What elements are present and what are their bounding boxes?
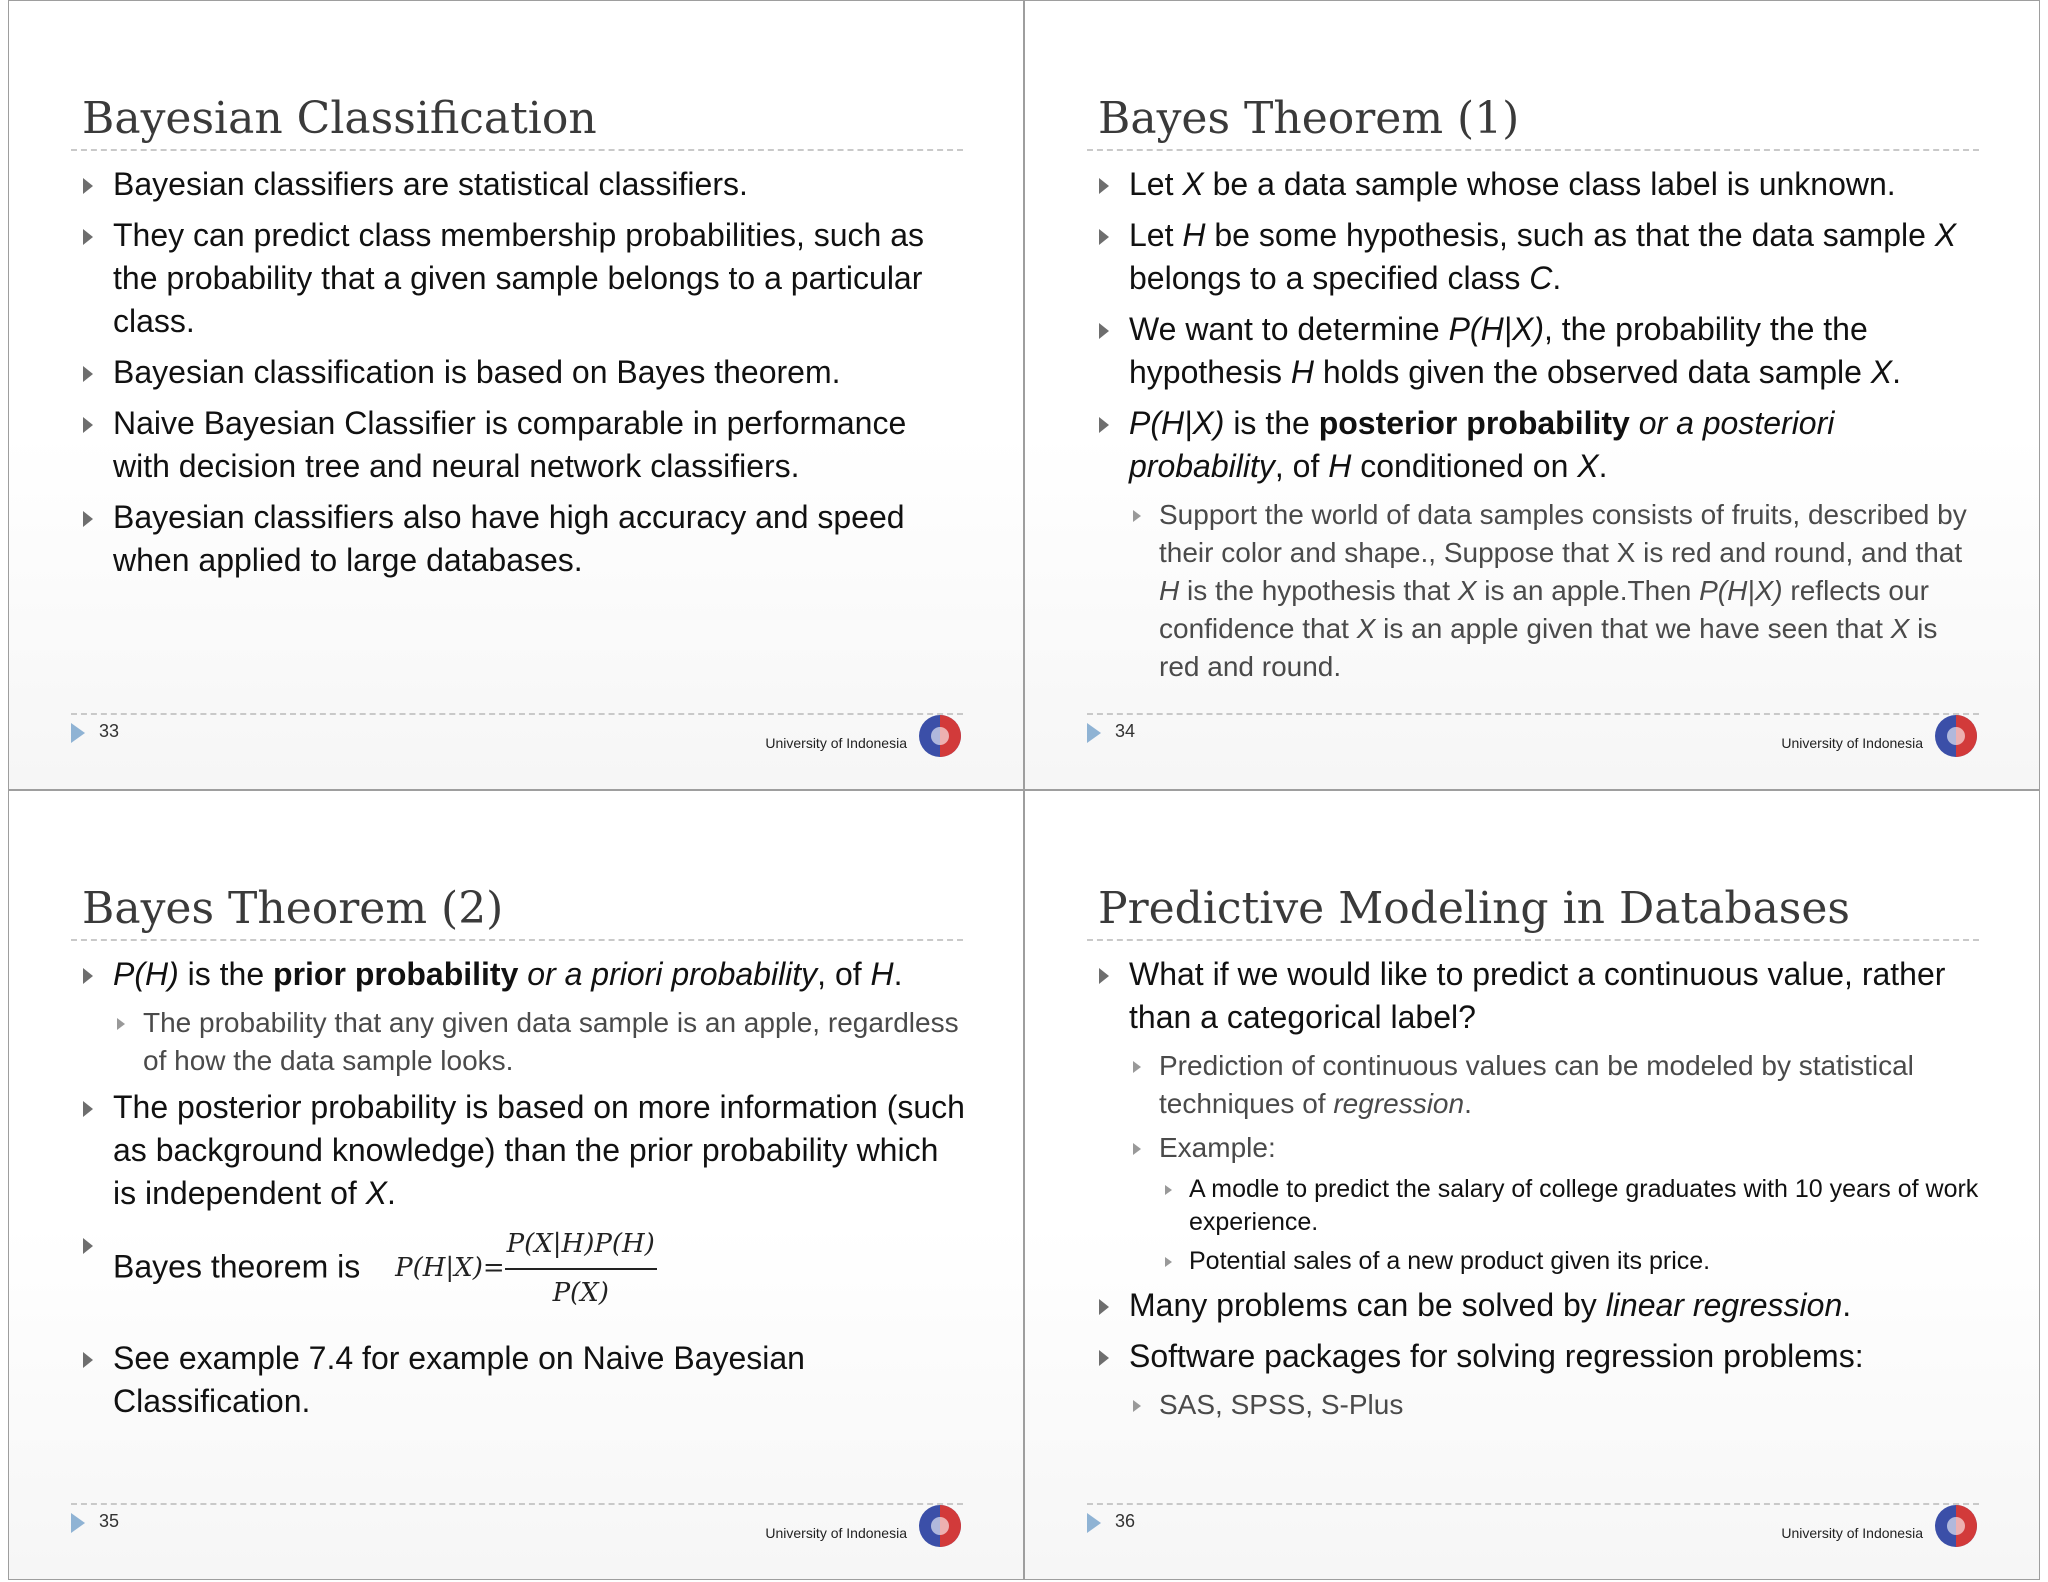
bullet: Bayes theorem is P(H|X)= $\frac{P(X|H)P(H)}{P(X)}$ <box>71 1223 965 1315</box>
bullet: P(H|X) is the posterior probability or a posteriori probability, of H conditioned on X. <box>1087 402 1981 488</box>
footer-university: University of Indonesia <box>765 1525 907 1541</box>
page-number: 35 <box>99 1511 120 1531</box>
page-number: 33 <box>99 721 120 741</box>
sub-bullet: Prediction of continuous values can be modeled by statistical techniques of regression. <box>1087 1047 1981 1123</box>
footer-divider <box>1087 713 1979 715</box>
sub-bullet: SAS, SPSS, S-Plus <box>1087 1386 1981 1424</box>
bullet: We want to determine P(H|X), the probability the the hypothesis H holds given the observed data sample X. <box>1087 308 1981 394</box>
sub-sub-bullet: Potential sales of a new product given its price. <box>1087 1245 1981 1278</box>
slide-title: Bayesian Classification <box>82 93 597 144</box>
footer-university: University of Indonesia <box>765 735 907 751</box>
bullet: They can predict class membership probabilities, such as the probability that a given sample belongs to a particular class. <box>71 214 965 343</box>
slide-33 <box>8 0 1024 790</box>
bullet: P(H) is the prior probability or a priori probability, of H. <box>71 953 965 996</box>
slide-content <box>1087 163 1981 692</box>
title-divider <box>71 149 963 151</box>
slide-content <box>71 953 965 1431</box>
university-logo-icon <box>917 1503 963 1549</box>
slide-34 <box>1024 0 2040 790</box>
title-divider <box>71 939 963 941</box>
footer-triangle-icon <box>1087 723 1101 743</box>
bullet: Bayesian classification is based on Bayes theorem. <box>71 351 965 394</box>
bullet: Naive Bayesian Classifier is comparable in performance with decision tree and neural network classifiers. <box>71 402 965 488</box>
title-divider <box>1087 939 1979 941</box>
bullet: Bayesian classifiers are statistical classifiers. <box>71 163 965 206</box>
footer-triangle-icon <box>1087 1513 1101 1533</box>
slide-content <box>1087 953 1981 1430</box>
bullet: The posterior probability is based on more information (such as background knowledge) than the prior probability which is independent of X. <box>71 1086 965 1215</box>
slide-grid <box>8 0 2048 1582</box>
footer-university: University of Indonesia <box>1781 1525 1923 1541</box>
university-logo-icon <box>917 713 963 759</box>
slide-content <box>71 163 965 590</box>
footer-university: University of Indonesia <box>1781 735 1923 751</box>
slide-title: Bayes Theorem (1) <box>1098 93 1520 144</box>
footer-triangle-icon <box>71 723 85 743</box>
bullet: Many problems can be solved by linear regression. <box>1087 1284 1981 1327</box>
slide-35 <box>8 790 1024 1580</box>
bullet: Software packages for solving regression problems: <box>1087 1335 1981 1378</box>
footer-divider <box>71 1503 963 1505</box>
sub-bullet: Support the world of data samples consists of fruits, described by their color and shape., Suppose that X is red and round, and that H is the hypothesis that X is an apple.Then P(H|X) reflects our confidence that X is an apple given that we have seen that X is red and round. <box>1087 496 1981 686</box>
slide-title: Predictive Modeling in Databases <box>1098 883 1850 934</box>
footer-divider <box>71 713 963 715</box>
sub-bullet: The probability that any given data sample is an apple, regardless of how the data sample looks. <box>71 1004 965 1080</box>
bayes-formula: P(H|X)= $\frac{P(X|H)P(H)}{P(X)}$ <box>395 1223 657 1315</box>
page-number: 34 <box>1115 721 1136 741</box>
sub-bullet: Example: <box>1087 1129 1981 1167</box>
footer-triangle-icon <box>71 1513 85 1533</box>
title-divider <box>1087 149 1979 151</box>
university-logo-icon <box>1933 1503 1979 1549</box>
bullet: What if we would like to predict a continuous value, rather than a categorical label? <box>1087 953 1981 1039</box>
university-logo-icon <box>1933 713 1979 759</box>
page-number: 36 <box>1115 1511 1136 1531</box>
bullet: Let H be some hypothesis, such as that the data sample X belongs to a specified class C. <box>1087 214 1981 300</box>
slide-36 <box>1024 790 2040 1580</box>
sub-sub-bullet: A modle to predict the salary of college graduates with 10 years of work experience. <box>1087 1173 1981 1239</box>
bullet: See example 7.4 for example on Naive Bayesian Classification. <box>71 1337 965 1423</box>
bullet: Bayesian classifiers also have high accuracy and speed when applied to large databases. <box>71 496 965 582</box>
slide-title: Bayes Theorem (2) <box>82 883 504 934</box>
bullet: Let X be a data sample whose class label is unknown. <box>1087 163 1981 206</box>
footer-divider <box>1087 1503 1979 1505</box>
